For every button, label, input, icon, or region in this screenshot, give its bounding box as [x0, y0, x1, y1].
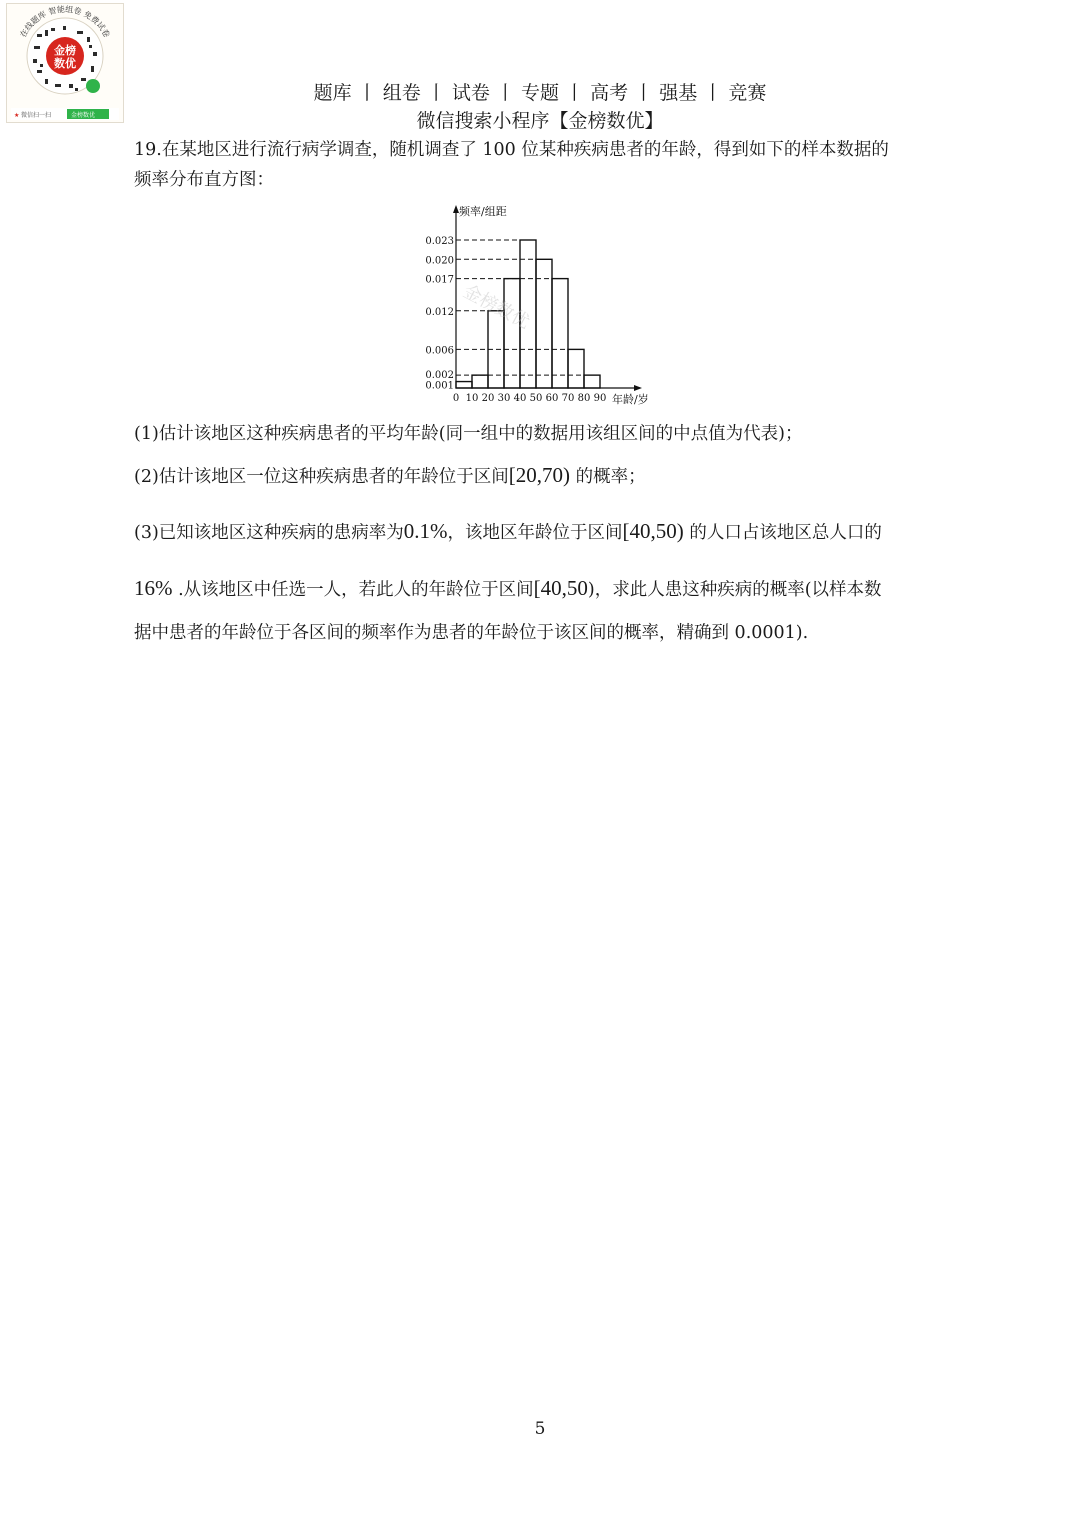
- part2-prefix: (2)估计该地区一位这种疾病患者的年龄位于区间: [134, 467, 509, 487]
- part2-interval: [20,70): [508, 463, 571, 487]
- x-tick-label: 80: [577, 393, 591, 404]
- part3-line2-middle: .从该地区中任选一人，若此人的年龄位于区间: [172, 580, 534, 600]
- nav-separator: 丨: [495, 82, 515, 104]
- header-nav: [0, 81, 1080, 105]
- page-number: 5: [534, 1419, 546, 1439]
- nav-item-compose-paper[interactable]: 组卷: [382, 82, 421, 104]
- question-part-2: [134, 464, 954, 488]
- y-tick-label: 0.002: [425, 370, 454, 382]
- question-part-3-line-1: [134, 520, 954, 544]
- part3-prefix: (3)已知该地区这种疾病的患病率为: [134, 523, 404, 543]
- part3-line2-suffix: )，求此人患这种疾病的概率(以样本数: [587, 580, 882, 600]
- nav-item-topics[interactable]: 专题: [520, 82, 559, 104]
- question-part-3-line-2: [134, 577, 954, 601]
- part3-interval: [40,50): [622, 519, 684, 543]
- x-tick-label: 30: [497, 393, 511, 404]
- part3-interval-2: [40,50: [533, 576, 588, 600]
- x-axis-label: 年龄/岁: [612, 393, 649, 406]
- qr-tag-text: 金榜数优: [71, 112, 96, 119]
- header-subtitle: 微信搜索小程序【金榜数优】: [416, 110, 664, 132]
- y-tick-label: 0.012: [425, 306, 454, 318]
- nav-item-competition[interactable]: 竞赛: [728, 82, 767, 104]
- histogram-bar: [504, 279, 520, 388]
- nav-separator: 丨: [565, 82, 585, 104]
- question-part-3-line-3: 据中患者的年龄位于各区间的频率作为患者的年龄位于该区间的概率，精确到 0.0001).: [134, 623, 809, 643]
- qr-center-text-1: 金榜: [54, 44, 76, 57]
- x-tick-label: 40: [513, 393, 527, 404]
- y-tick-label: 0.020: [425, 255, 454, 267]
- y-tick-label: 0.006: [425, 345, 454, 357]
- histogram-bar: [456, 382, 472, 388]
- x-tick-label: 70: [561, 393, 575, 404]
- x-tick-label: 90: [593, 393, 607, 404]
- qr-center-text-2: 数优: [54, 57, 76, 70]
- x-tick-label: 50: [529, 393, 543, 404]
- star-icon: ★: [14, 112, 20, 119]
- part3-suffix: 的人口占该地区总人口的: [683, 523, 882, 543]
- x-tick-label: 10: [465, 393, 479, 404]
- nav-item-question-bank[interactable]: 题库: [313, 82, 352, 104]
- qr-code-badge[interactable]: [6, 3, 124, 123]
- y-tick-label: 0.001: [425, 380, 454, 392]
- nav-item-papers[interactable]: 试卷: [451, 82, 490, 104]
- y-tick-label: 0.017: [425, 274, 454, 286]
- nav-separator: 丨: [357, 82, 377, 104]
- nav-item-qiangji[interactable]: 强基: [659, 82, 698, 104]
- y-axis-label: 频率/组距: [459, 205, 507, 218]
- x-tick-label: 20: [481, 393, 495, 404]
- histogram-bar: [568, 349, 584, 388]
- frequency-histogram: [410, 200, 670, 410]
- question-stem-line-2: 频率分布直方图：: [134, 170, 274, 190]
- x-axis-arrow-icon: [634, 385, 642, 391]
- watermark-text: 金榜数优: [459, 280, 534, 334]
- qr-scan-text: 微信扫一扫: [21, 112, 52, 119]
- nav-separator: 丨: [426, 82, 446, 104]
- nav-separator: 丨: [703, 82, 723, 104]
- histogram-bar: [584, 375, 600, 388]
- x-tick-label: 60: [545, 393, 559, 404]
- part3-rate: 0.1%: [403, 519, 448, 543]
- part3-pct: 16%: [134, 576, 173, 600]
- y-tick-label: 0.023: [425, 236, 454, 247]
- histogram-bar: [472, 375, 488, 388]
- qr-arc-text: 在线题库 智能组卷 免费试卷: [18, 4, 112, 39]
- question-part-1: (1)估计该地区这种疾病患者的平均年龄(同一组中的数据用该组区间的中点值为代表)；: [134, 424, 803, 444]
- part2-suffix: 的概率；: [570, 467, 646, 487]
- question-stem-line-1: 19.在某地区进行流行病学调查，随机调查了 100 位某种疾病患者的年龄，得到如下的样本数据的: [134, 140, 889, 160]
- nav-separator: 丨: [634, 82, 654, 104]
- histogram-bar: [552, 279, 568, 388]
- part3-middle: ，该地区年龄位于区间: [447, 523, 623, 543]
- nav-item-gaokao[interactable]: 高考: [590, 82, 629, 104]
- x-tick-label: 0: [452, 393, 460, 404]
